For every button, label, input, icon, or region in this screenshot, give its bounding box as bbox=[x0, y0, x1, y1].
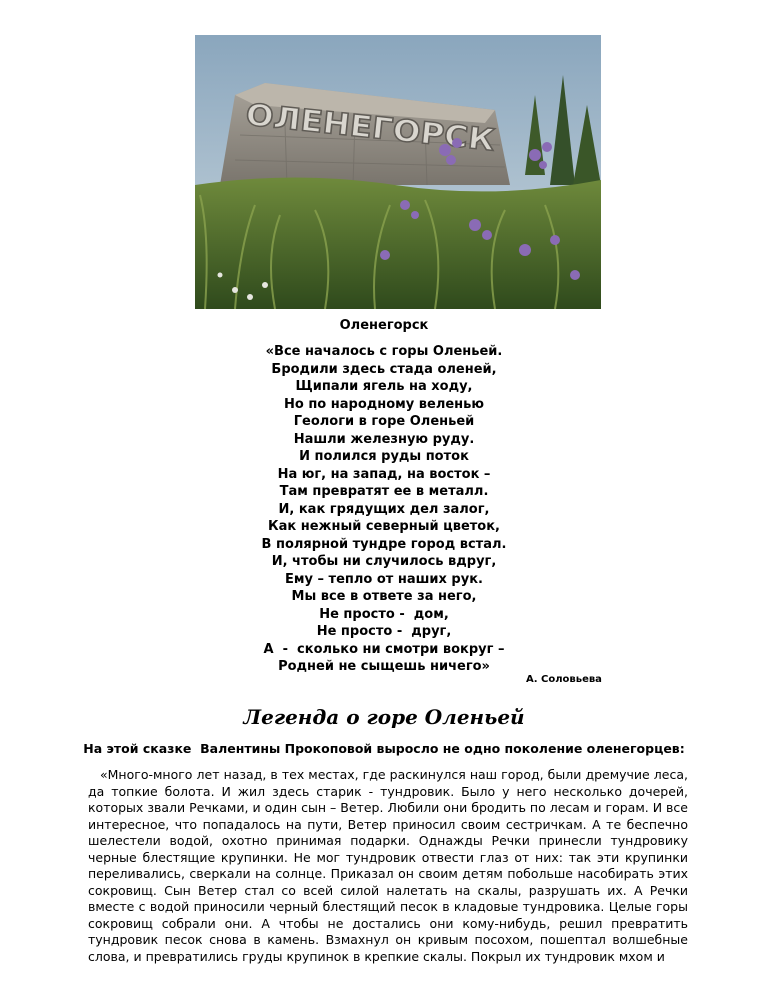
photo-caption: Оленегорск bbox=[339, 318, 429, 333]
poem-line: Но по народному веленью bbox=[283, 396, 485, 412]
poem-line: Не просто - друг, bbox=[316, 624, 452, 639]
poem-line: Как нежный северный цветок, bbox=[267, 519, 500, 534]
poem-line: А - сколько ни смотри вокруг – bbox=[263, 641, 505, 657]
poem-line: В полярной тундре город встал. bbox=[261, 536, 507, 552]
legend-intro: На этой сказке Валентины Прокоповой выросло не одно поколение оленегорцев: bbox=[83, 741, 685, 756]
city-sign-photo bbox=[195, 35, 601, 309]
poem-line: Там превратят ее в металл. bbox=[279, 484, 489, 499]
poem-line: И полился руды поток bbox=[299, 449, 469, 464]
legend-title: Легенда о горе Оленьей bbox=[243, 705, 525, 729]
sign-text: ОЛЕНЕГОРСК bbox=[244, 97, 477, 157]
poem-line: Мы все в ответе за него, bbox=[291, 589, 477, 604]
poem-line: И, как грядущих дел залог, bbox=[278, 501, 490, 517]
poem-line: Родней не сыщешь ничего» bbox=[278, 659, 490, 674]
poem-line: Бродили здесь стада оленей, bbox=[271, 361, 497, 377]
poem-author: А. Соловьева bbox=[526, 674, 602, 685]
poem-line: И, чтобы ни случилось вдруг, bbox=[271, 554, 497, 569]
poem-line: Геологи в горе Оленьей bbox=[293, 414, 475, 429]
poem-line: Щипали ягель на ходу, bbox=[295, 379, 473, 394]
legend-text: «Много-много лет назад, в тех местах, где раскинулся наш город, были дремучие леса, да топкие болота. И жил здесь старик - тундровик. Было у него несколько дочерей, которых звали Речками, и один сын – Ветер. Любили они бродить по лесам и горам. И все интересное, что попадалось на пути, Ветер приносил своим сестричкам. А те беспечно шелестели водой, охотно принимая подарки. Однажды Речки принесли тундровику черные блестящие крупинки. Не мог тундровик отвести глаз от них: так эти крупинки переливались, сверкали на солнце. Приказал он своим детям побольше насобирать этих сокровищ. Сын Ветер стал со всей силой налетать на скалы, разрушать их. А Речки вместе с водой приносили черный блестящий песок в кладовые тундровика. Целые горы сокровищ собрали они. А чтобы не достались они кому-нибудь, решил превратить тундровик песок снова в камень. Взмахнул он кривым посохом, пошептал волшебные слова, и превратились груды крупинок в крепкие скалы. Покрыл их тундровик мхом и bbox=[88, 767, 688, 964]
poem-line: Не просто - дом, bbox=[319, 606, 449, 622]
poem-line: На юг, на запад, на восток – bbox=[277, 466, 491, 482]
poem-line: Ему – тепло от наших рук. bbox=[285, 571, 483, 587]
poem-line: Нашли железную руду. bbox=[293, 431, 475, 447]
poem-line: «Все началось с горы Оленьей. bbox=[265, 344, 503, 359]
poem bbox=[0, 343, 768, 676]
